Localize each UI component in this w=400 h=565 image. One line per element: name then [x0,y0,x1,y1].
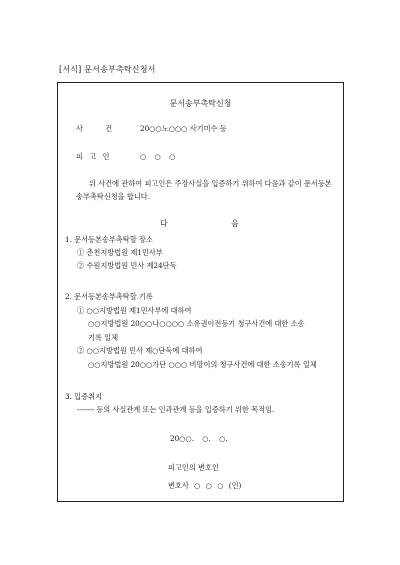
signature-line-2: 변호사 ○ ○ ○ (인) [168,481,242,490]
section1-heading: 1. 문서등본송부촉탁할 장소 [65,235,153,244]
document-box [57,82,344,502]
document-date: 20○○. ○. ○. [170,434,228,443]
defendant-value: ○ ○ ○ [140,152,176,161]
section1-item-2: ② 수원지방법원 민사 제24단독 [77,261,177,270]
defendant-label: 피 고 인 [76,152,112,161]
section2-heading: 2. 문서등본송부촉탁할 기록 [65,292,153,301]
heading-da: 다 [160,219,168,228]
body-line-1: 위 사건에 관하여 피고인은 주장사실을 입증하기 위하여 다음과 같이 문서등본 [89,179,332,188]
section2-item-1: ① ○○지방법원 제1민사부에 대하여 [77,306,192,315]
section3-line: ------- 등의 사실관계 또는 인과관계 등을 입증하기 위한 목적임. [77,405,275,414]
section2-item-1-line-2: 기록 일체 [88,333,119,342]
section3-heading: 3. 입증취지 [65,392,102,401]
heading-eum: 음 [231,219,239,228]
section2-item-2-line-1: ○○지방법원 20○○가단 ○○○ 비망이의 청구사건에 대한 소송기록 일체 [88,360,317,369]
section2-item-1-line-1: ○○지방법원 20○○나○○○○ 소유권이전등기 청구사건에 대한 소송 [88,319,305,328]
section2-item-2: ② ○○지방법원 민사 제○단독에 대하여 [77,346,203,355]
body-line-2: 송부촉탁신청을 합니다. [76,192,151,201]
case-value: 20○○노○○○ 사기미수 등 [140,124,227,133]
signature-line-1: 피고인의 변호인 [168,463,219,472]
document-title: 문서송부촉탁신청 [169,99,232,108]
form-label: [서식] 문서송부촉탁신청서 [59,65,156,74]
case-label: 사 건 [76,124,123,133]
section1-item-1: ① 춘천지방법원 제1민사부 [77,248,163,257]
